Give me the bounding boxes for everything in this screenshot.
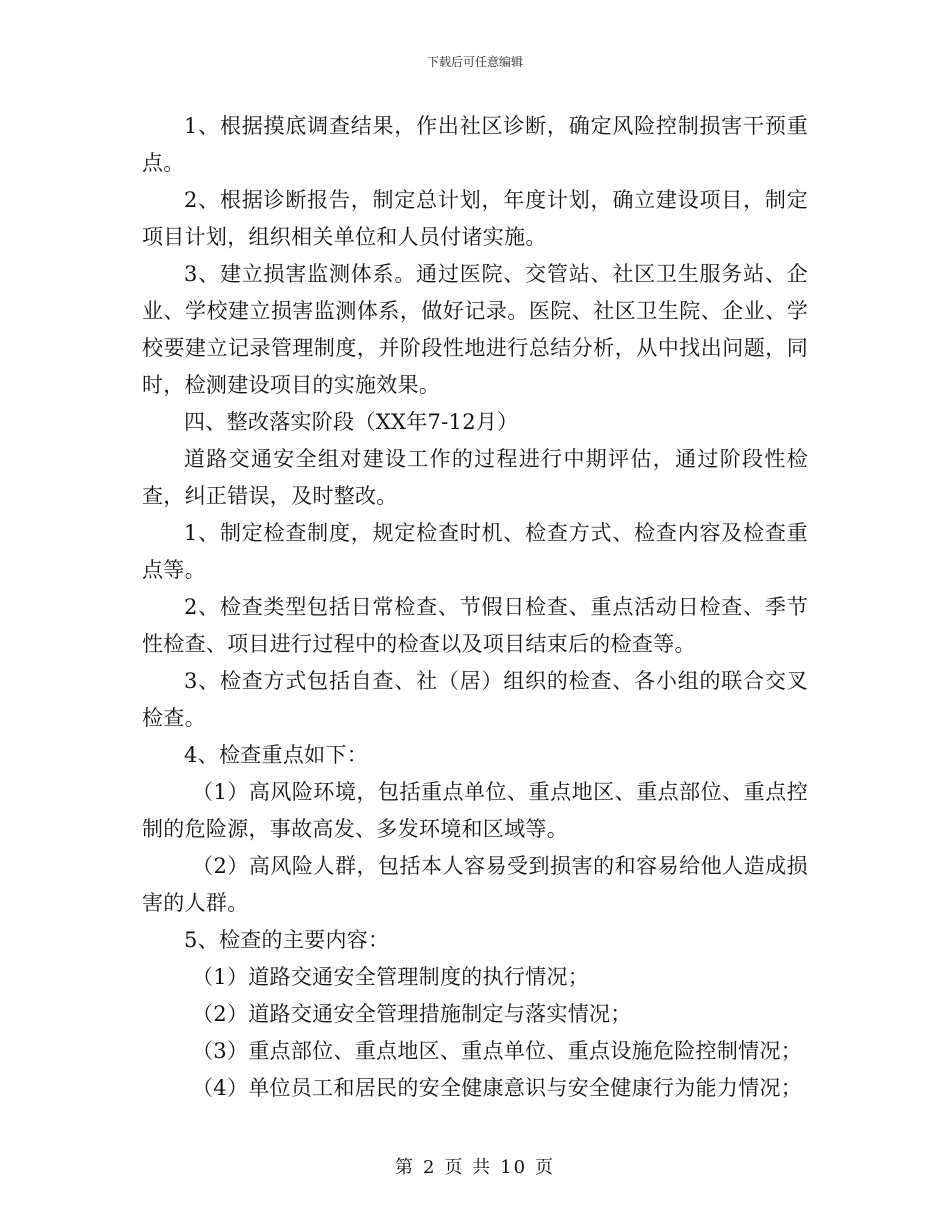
paragraph: 4、检查重点如下： (184, 743, 369, 767)
footer-prefix: 第 (394, 1157, 415, 1178)
footer-middle: 页 共 (444, 1157, 493, 1178)
document-body (142, 108, 808, 1107)
paragraph: 1、制定检查制度，规定检查时机、检查方式、检查内容及检查重点等。 (142, 521, 808, 582)
list-item: （2）道路交通安全管理措施制定与落实情况； (192, 1002, 632, 1026)
paragraph: 2、根据诊断报告，制定总计划，年度计划，确立建设项目，制定项目计划，组织相关单位和人员付诸实施。 (142, 188, 808, 249)
paragraph: 3、检查方式包括自查、社（居）组织的检查、各小组的联合交叉检查。 (142, 669, 808, 730)
page-footer (0, 1153, 950, 1179)
list-item: （3）重点部位、重点地区、重点单位、重点设施危险控制情况； (192, 1039, 803, 1063)
paragraph: （1）高风险环境，包括重点单位、重点地区、重点部位、重点控制的危险源，事故高发、多发环境和区域等。 (142, 780, 808, 841)
paragraph: 道路交通安全组对建设工作的过程进行中期评估，通过阶段性检查，纠正错误，及时整改。 (142, 447, 808, 508)
footer-page-number: 2 (422, 1157, 437, 1178)
paragraph: 2、检查类型包括日常检查、节假日检查、重点活动日检查、季节性检查、项目进行过程中的检查以及项目结束后的检查等。 (142, 595, 808, 656)
section-heading: 四、整改落实阶段（XX年7-12月） (184, 410, 519, 434)
footer-suffix: 页 (535, 1157, 556, 1178)
list-item: （4）单位员工和居民的安全健康意识与安全健康行为能力情况； (192, 1076, 803, 1100)
paragraph: 1、根据摸底调查结果，作出社区诊断，确定风险控制损害干预重点。 (142, 114, 808, 175)
footer-total-pages: 10 (500, 1157, 528, 1178)
paragraph: 3、建立损害监测体系。通过医院、交管站、社区卫生服务站、企业、学校建立损害监测体系，做好记录。医院、社区卫生院、企业、学校要建立记录管理制度，并阶段性地进行总结分析，从中找出问题，同时，检测建设项目的实施效果。 (142, 262, 808, 397)
paragraph: 5、检查的主要内容： (184, 928, 390, 952)
list-item: （1）道路交通安全管理制度的执行情况； (192, 965, 590, 989)
paragraph: （2）高风险人群，包括本人容易受到损害的和容易给他人造成损害的人群。 (142, 854, 808, 915)
page-header: 下载后可任意编辑 (426, 55, 523, 69)
